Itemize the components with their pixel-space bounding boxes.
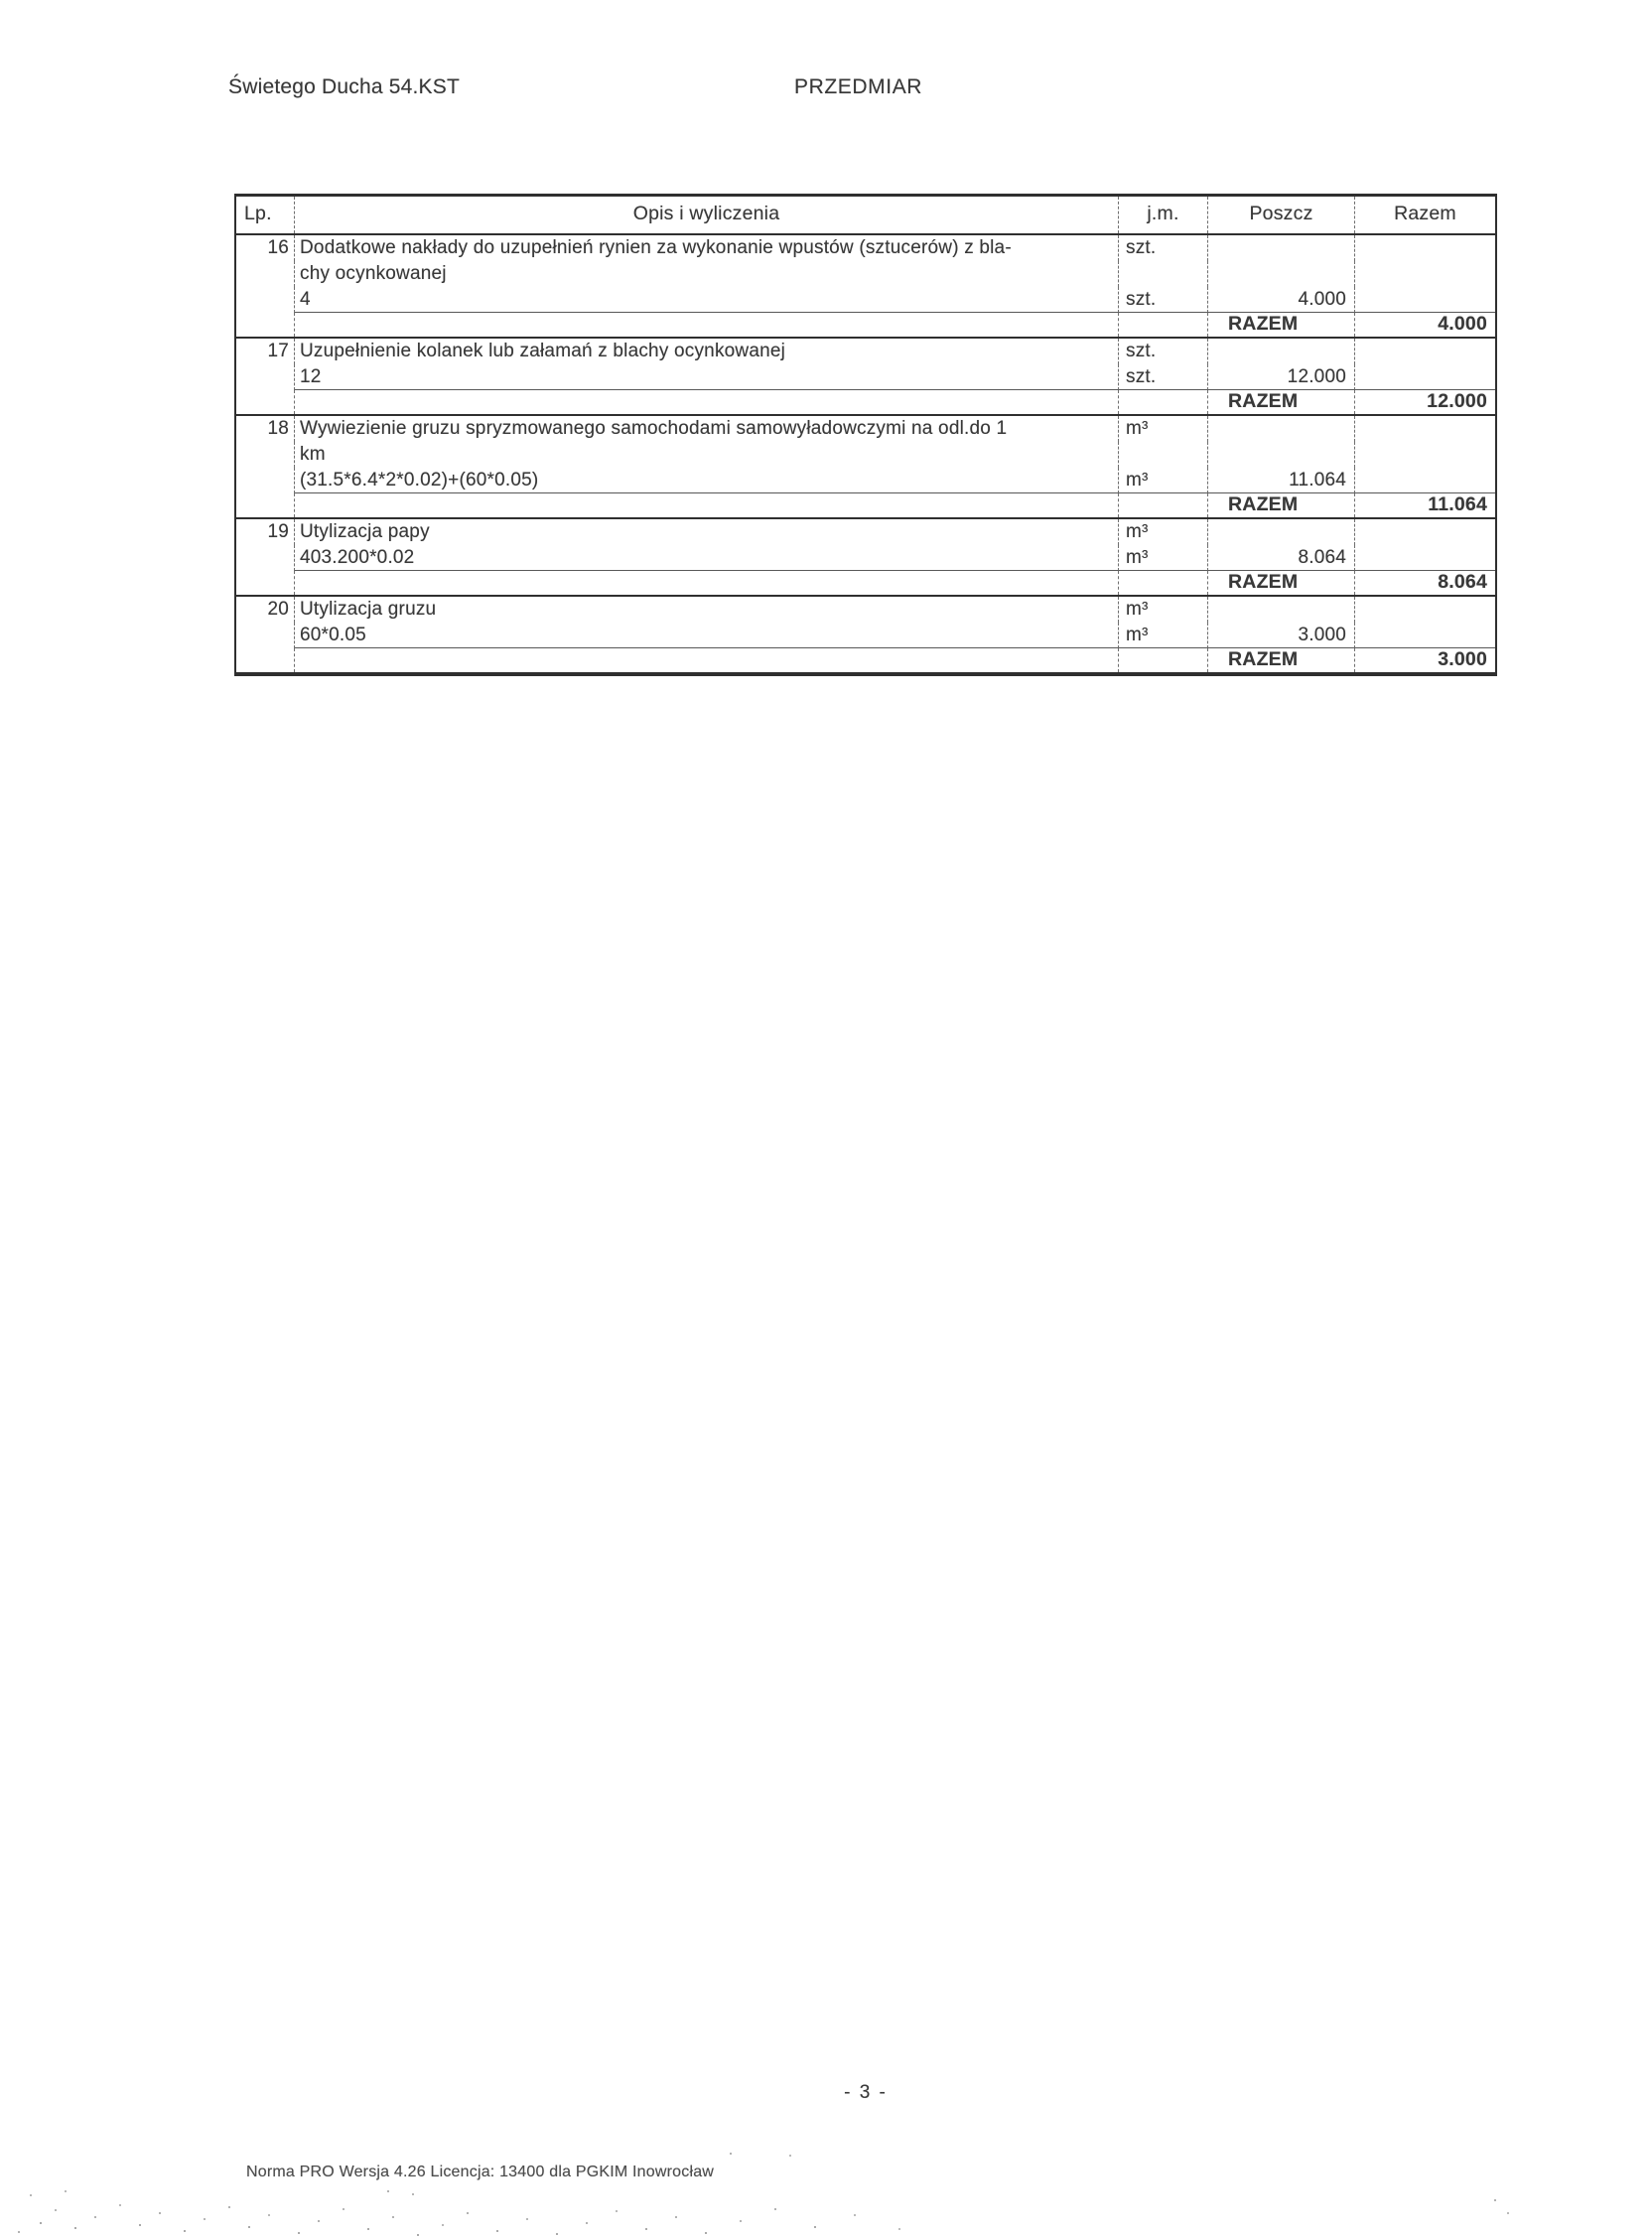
razem-cell bbox=[1355, 416, 1495, 442]
razem-cell bbox=[1355, 339, 1495, 364]
description-cell: Wywiezienie gruzu spryzmowanego samochodami samowyładowczymi na odl.do 1 bbox=[295, 416, 1119, 442]
unit-cell: m³ bbox=[1119, 519, 1208, 545]
razem-cell bbox=[1355, 364, 1495, 390]
poszcz-cell: RAZEM bbox=[1208, 313, 1355, 337]
poszcz-cell: RAZEM bbox=[1208, 648, 1355, 672]
poszcz-cell: 12.000 bbox=[1208, 364, 1355, 390]
description-cell bbox=[295, 648, 1119, 672]
description-cell: Utylizacja papy bbox=[295, 519, 1119, 545]
description-cell: 403.200*0.02 bbox=[295, 545, 1119, 571]
description-cell: km bbox=[295, 442, 1119, 468]
column-header-lp: Lp. bbox=[236, 197, 295, 233]
column-header-razem: Razem bbox=[1394, 203, 1456, 224]
table-header-row bbox=[236, 197, 1495, 235]
poszcz-cell: RAZEM bbox=[1208, 390, 1355, 414]
lp-cell bbox=[236, 442, 295, 468]
razem-cell bbox=[1355, 597, 1495, 623]
lp-cell: 18 bbox=[236, 416, 295, 442]
column-header-jm: j.m. bbox=[1119, 197, 1208, 233]
lp-cell bbox=[236, 287, 295, 313]
poszcz-cell bbox=[1208, 442, 1355, 468]
software-license-footer: Norma PRO Wersja 4.26 Licencja: 13400 dla PGKIM Inowrocław bbox=[246, 2164, 715, 2180]
razem-cell bbox=[1355, 261, 1495, 287]
poszcz-cell bbox=[1208, 519, 1355, 545]
table-row bbox=[236, 261, 1495, 287]
lp-cell bbox=[236, 261, 295, 287]
table-body bbox=[236, 235, 1495, 674]
unit-cell: szt. bbox=[1119, 364, 1208, 390]
description-cell bbox=[295, 313, 1119, 337]
lp-cell: 19 bbox=[236, 519, 295, 545]
document-title: Świetego Ducha 54.KST bbox=[228, 75, 460, 98]
unit-cell bbox=[1119, 313, 1208, 337]
lp-cell bbox=[236, 313, 295, 337]
poszcz-cell: RAZEM bbox=[1208, 571, 1355, 595]
page-number: - 3 - bbox=[844, 2082, 888, 2103]
poszcz-cell: RAZEM bbox=[1208, 493, 1355, 517]
unit-cell: m³ bbox=[1119, 597, 1208, 623]
description-cell: chy ocynkowanej bbox=[295, 261, 1119, 287]
document-type-heading: PRZEDMIAR bbox=[794, 75, 923, 98]
column-header-poszcz: Poszcz bbox=[1208, 197, 1355, 233]
razem-cell: 12.000 bbox=[1427, 390, 1487, 412]
table-razem-row bbox=[236, 313, 1495, 339]
razem-cell bbox=[1355, 545, 1495, 571]
razem-cell: 3.000 bbox=[1438, 648, 1487, 670]
razem-cell bbox=[1355, 468, 1495, 493]
description-cell: Uzupełnienie kolanek lub załamań z blachy ocynkowanej bbox=[295, 339, 1119, 364]
description-cell: Utylizacja gruzu bbox=[295, 597, 1119, 623]
lp-cell bbox=[236, 364, 295, 390]
description-cell bbox=[295, 571, 1119, 595]
lp-cell bbox=[236, 571, 295, 595]
table-calc-row bbox=[236, 468, 1495, 493]
razem-cell: 8.064 bbox=[1438, 571, 1487, 593]
scan-noise-speckles bbox=[0, 0, 2, 2]
description-cell: 12 bbox=[295, 364, 1119, 390]
poszcz-cell: 4.000 bbox=[1208, 287, 1355, 313]
poszcz-cell: 11.064 bbox=[1208, 468, 1355, 493]
lp-cell bbox=[236, 493, 295, 517]
razem-cell: 11.064 bbox=[1428, 493, 1487, 515]
przedmiar-table bbox=[234, 194, 1497, 676]
description-cell: Dodatkowe nakłady do uzupełnień rynien za wykonanie wpustów (sztucerów) z bla- bbox=[295, 235, 1119, 261]
razem-cell bbox=[1355, 442, 1495, 468]
unit-cell: szt. bbox=[1119, 339, 1208, 364]
table-calc-row bbox=[236, 364, 1495, 390]
razem-cell bbox=[1355, 287, 1495, 313]
table-calc-row bbox=[236, 287, 1495, 313]
poszcz-cell bbox=[1208, 261, 1355, 287]
lp-cell: 20 bbox=[236, 597, 295, 623]
razem-cell: 4.000 bbox=[1438, 313, 1487, 335]
unit-cell bbox=[1119, 442, 1208, 468]
table-razem-row bbox=[236, 571, 1495, 597]
unit-cell: szt. bbox=[1119, 235, 1208, 261]
table-row bbox=[236, 235, 1495, 261]
poszcz-cell: 8.064 bbox=[1208, 545, 1355, 571]
description-cell bbox=[295, 493, 1119, 517]
description-cell: 4 bbox=[295, 287, 1119, 313]
description-cell: (31.5*6.4*2*0.02)+(60*0.05) bbox=[295, 468, 1119, 493]
table-row bbox=[236, 416, 1495, 442]
table-razem-row bbox=[236, 648, 1495, 674]
table-calc-row bbox=[236, 623, 1495, 648]
unit-cell: m³ bbox=[1119, 545, 1208, 571]
description-cell: 60*0.05 bbox=[295, 623, 1119, 648]
table-row bbox=[236, 339, 1495, 364]
poszcz-cell bbox=[1208, 416, 1355, 442]
column-header-opis: Opis i wyliczenia bbox=[295, 197, 1119, 233]
unit-cell bbox=[1119, 648, 1208, 672]
unit-cell bbox=[1119, 571, 1208, 595]
poszcz-cell bbox=[1208, 339, 1355, 364]
unit-cell bbox=[1119, 261, 1208, 287]
table-row bbox=[236, 597, 1495, 623]
table-calc-row bbox=[236, 545, 1495, 571]
razem-cell bbox=[1355, 519, 1495, 545]
razem-cell bbox=[1355, 623, 1495, 648]
lp-cell: 16 bbox=[236, 235, 295, 261]
poszcz-cell: 3.000 bbox=[1208, 623, 1355, 648]
table-row bbox=[236, 519, 1495, 545]
table-razem-row bbox=[236, 390, 1495, 416]
lp-cell bbox=[236, 390, 295, 414]
unit-cell bbox=[1119, 390, 1208, 414]
poszcz-cell bbox=[1208, 597, 1355, 623]
unit-cell: m³ bbox=[1119, 468, 1208, 493]
unit-cell: m³ bbox=[1119, 416, 1208, 442]
unit-cell: szt. bbox=[1119, 287, 1208, 313]
razem-cell bbox=[1355, 235, 1495, 261]
lp-cell bbox=[236, 468, 295, 493]
poszcz-cell bbox=[1208, 235, 1355, 261]
table-razem-row bbox=[236, 493, 1495, 519]
lp-cell bbox=[236, 545, 295, 571]
table-row bbox=[236, 442, 1495, 468]
lp-cell: 17 bbox=[236, 339, 295, 364]
lp-cell bbox=[236, 623, 295, 648]
unit-cell: m³ bbox=[1119, 623, 1208, 648]
description-cell bbox=[295, 390, 1119, 414]
lp-cell bbox=[236, 648, 295, 672]
unit-cell bbox=[1119, 493, 1208, 517]
